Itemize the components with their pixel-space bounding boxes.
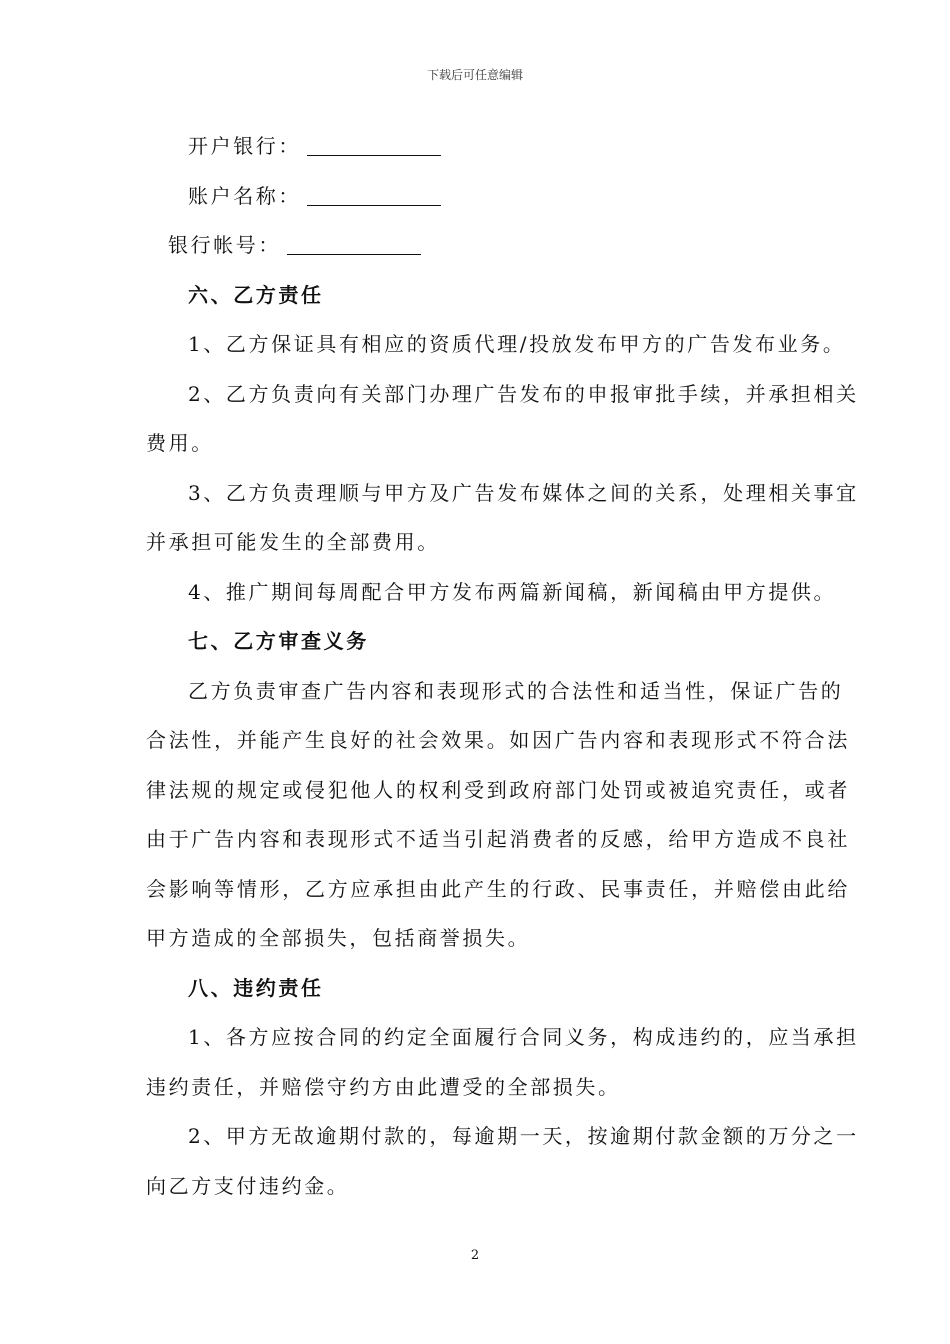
section6-heading: 六、乙方责任: [188, 282, 324, 307]
account-name-row: [146, 172, 850, 222]
account-name-blank: [307, 183, 441, 206]
section6-item2-line1: 2、乙方负责向有关部门办理广告发布的申报审批手续，并承担相关: [188, 381, 859, 406]
section7-paragraph-line6: 甲方造成的全部损失，包括商誉损失。: [146, 926, 531, 950]
bank-name-label: 开户银行：: [188, 134, 301, 158]
section6-item3-line1: 3、乙方负责理顺与甲方及广告发布媒体之间的关系，处理相关事宜: [188, 480, 859, 505]
account-name-label: 账户名称：: [188, 183, 301, 208]
section6-item4: 4、推广期间每周配合甲方发布两篇新闻稿，新闻稿由甲方提供。: [188, 579, 837, 604]
section7-paragraph-line2: 合法性，并能产生良好的社会效果。如因广告内容和表现形式不符合法: [146, 728, 850, 752]
section8-item1-line2: 违约责任，并赔偿守约方由此遭受的全部损失。: [146, 1074, 621, 1099]
section7-paragraph-line3: 律法规的规定或侵犯他人的权利受到政府部门处罚或被追究责任，或者: [146, 777, 850, 802]
section6-item3-line2: 并承担可能发生的全部费用。: [146, 530, 440, 554]
section7-paragraph-line1: 乙方负责审查广告内容和表现形式的合法性和适当性，保证广告的: [188, 678, 844, 703]
section8-item1-line1: 1、各方应按合同的约定全面履行合同义务，构成违约的，应当承担: [188, 1025, 859, 1049]
section7-paragraph-line4: 由于广告内容和表现形式不适当引起消费者的反感，给甲方造成不良社: [146, 827, 850, 851]
account-number-blank: [287, 232, 421, 255]
section7-heading: 七、乙方审查义务: [188, 629, 369, 653]
account-number-label: 银行帐号：: [168, 233, 281, 257]
bank-name-row: [146, 122, 850, 172]
section7-paragraph-line5: 会影响等情形，乙方应承担由此产生的行政、民事责任，并赔偿由此给: [146, 876, 850, 901]
section8-heading: 八、违约责任: [188, 975, 324, 1000]
page-header: 下载后可任意编辑: [426, 68, 523, 82]
section8-item2-line1: 2、甲方无故逾期付款的，每逾期一天，按逾期付款金额的万分之一: [188, 1124, 859, 1148]
bank-name-blank: [307, 133, 441, 156]
page-number: 2: [470, 1248, 480, 1263]
section6-item2-line2: 费用。: [146, 431, 214, 455]
section6-item1: 1、乙方保证具有相应的资质代理/投放发布甲方的广告发布业务。: [188, 332, 846, 356]
section8-item2-line2: 向乙方支付违约金。: [146, 1173, 350, 1198]
account-number-row: [146, 221, 850, 271]
document-body: [146, 122, 859, 1211]
